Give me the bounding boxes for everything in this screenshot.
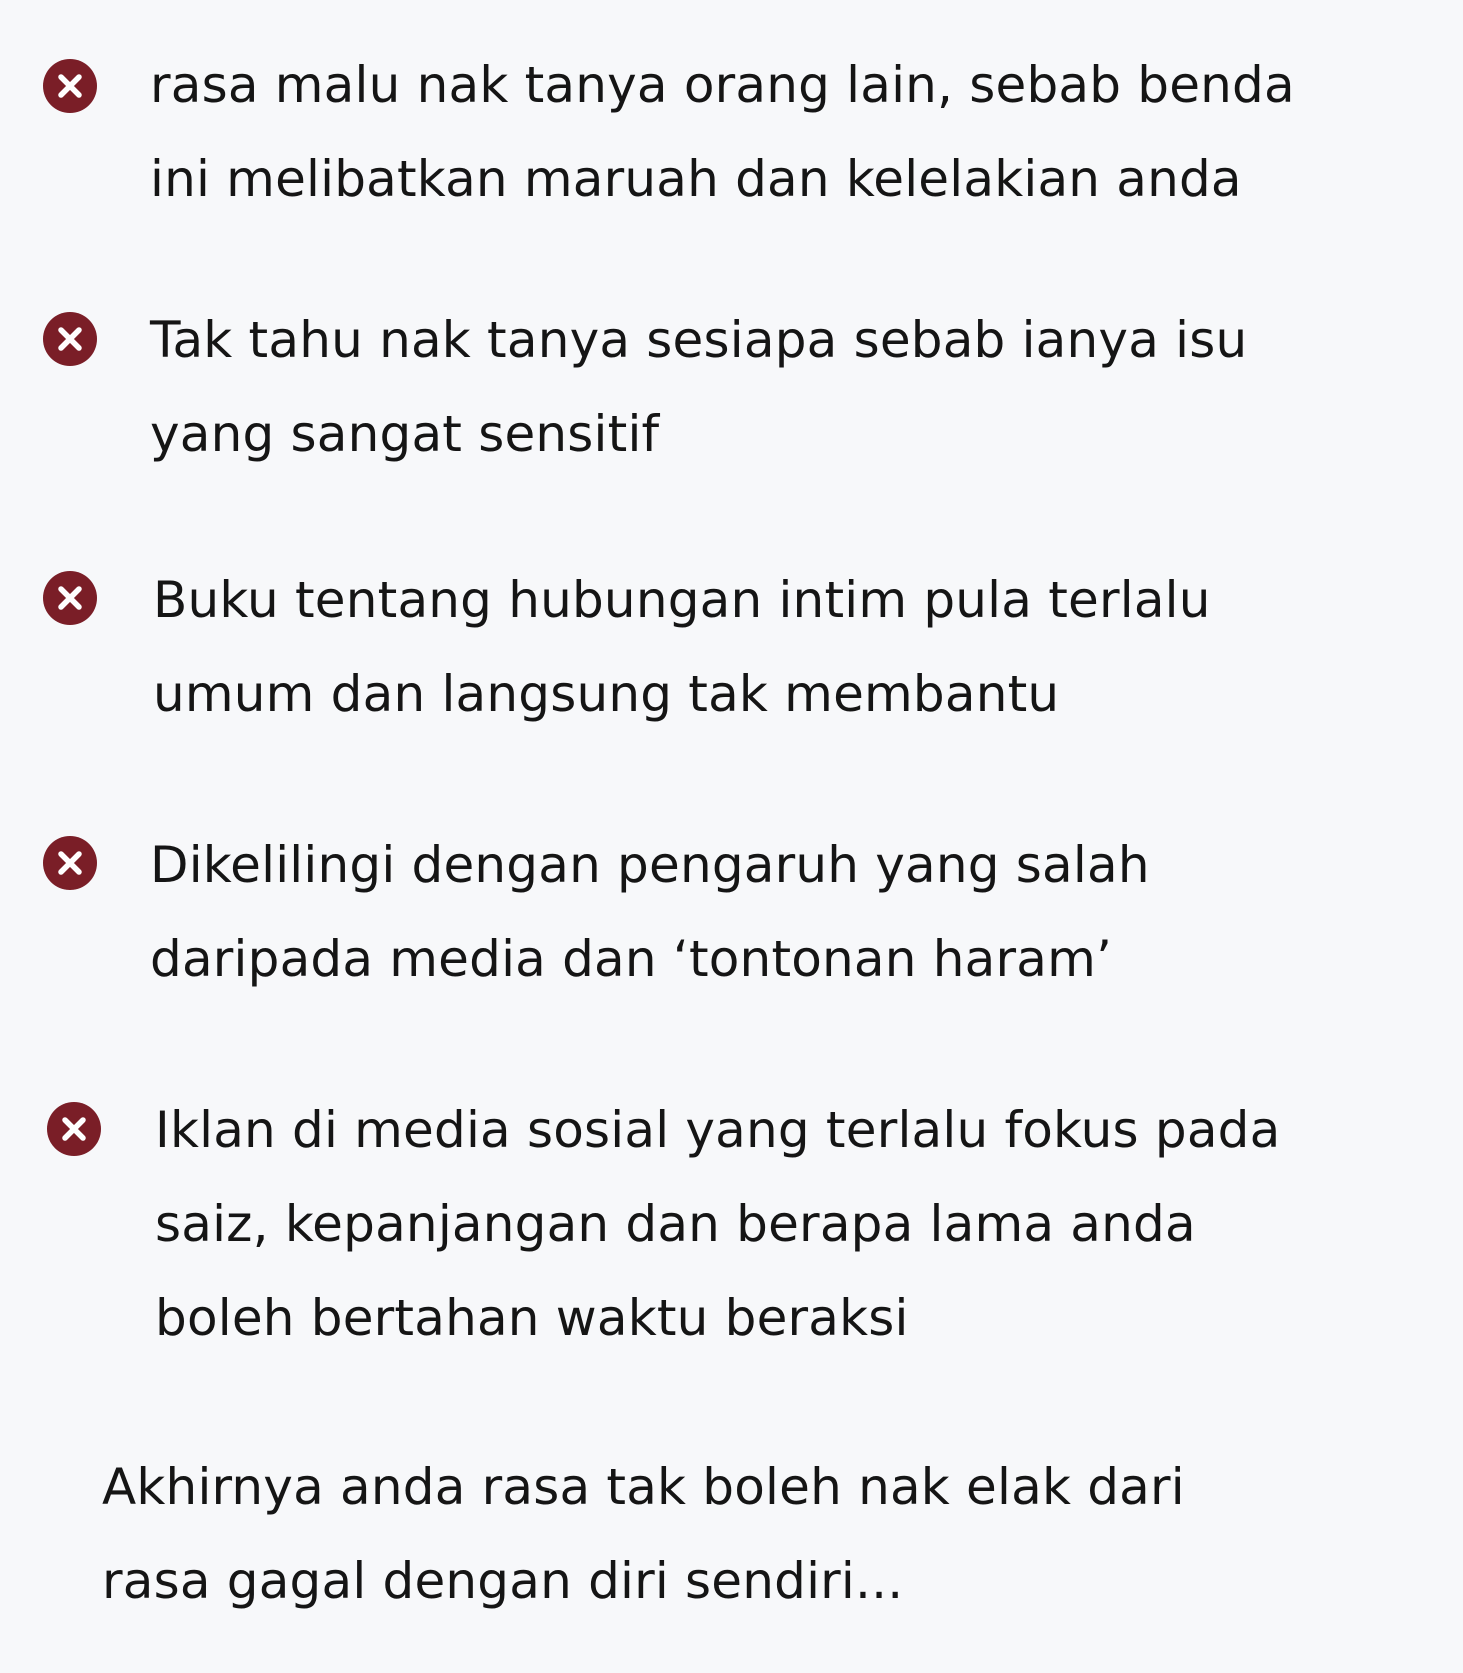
x-circle-icon: [42, 58, 98, 114]
list-item-text: [153, 553, 1443, 741]
list-item-line: rasa malu nak tanya orang lain, sebab benda: [150, 56, 1295, 114]
x-circle-icon: [42, 835, 98, 891]
x-circle-icon: [42, 311, 98, 367]
x-circle-icon: [42, 570, 98, 626]
list-item-line: Dikelilingi dengan pengaruh yang salah: [150, 836, 1150, 894]
list-item-line: daripada media dan ‘tontonan haram’: [150, 930, 1113, 988]
list-item-text: [150, 38, 1440, 226]
closing-line: rasa gagal dengan diri sendiri...: [102, 1552, 904, 1610]
list-item-line: Iklan di media sosial yang terlalu fokus pada: [155, 1101, 1281, 1159]
list-item-text: [150, 818, 1440, 1006]
list-item-text: [150, 293, 1440, 481]
x-circle-icon: [46, 1101, 102, 1157]
list-item-line: yang sangat sensitif: [150, 405, 660, 463]
list-item-text: [155, 1083, 1445, 1365]
list-item-line: Buku tentang hubungan intim pula terlalu: [153, 571, 1211, 629]
list-item-line: ini melibatkan maruah dan kelelakian anda: [150, 150, 1242, 208]
list-item-line: saiz, kepanjangan dan berapa lama anda: [155, 1195, 1196, 1253]
closing-line: Akhirnya anda rasa tak boleh nak elak dari: [102, 1458, 1185, 1516]
list-item-line: Tak tahu nak tanya sesiapa sebab ianya isu: [150, 311, 1248, 369]
list-item-line: boleh bertahan waktu beraksi: [155, 1289, 909, 1347]
list-item-line: umum dan langsung tak membantu: [153, 665, 1060, 723]
closing-paragraph: [102, 1440, 1392, 1628]
